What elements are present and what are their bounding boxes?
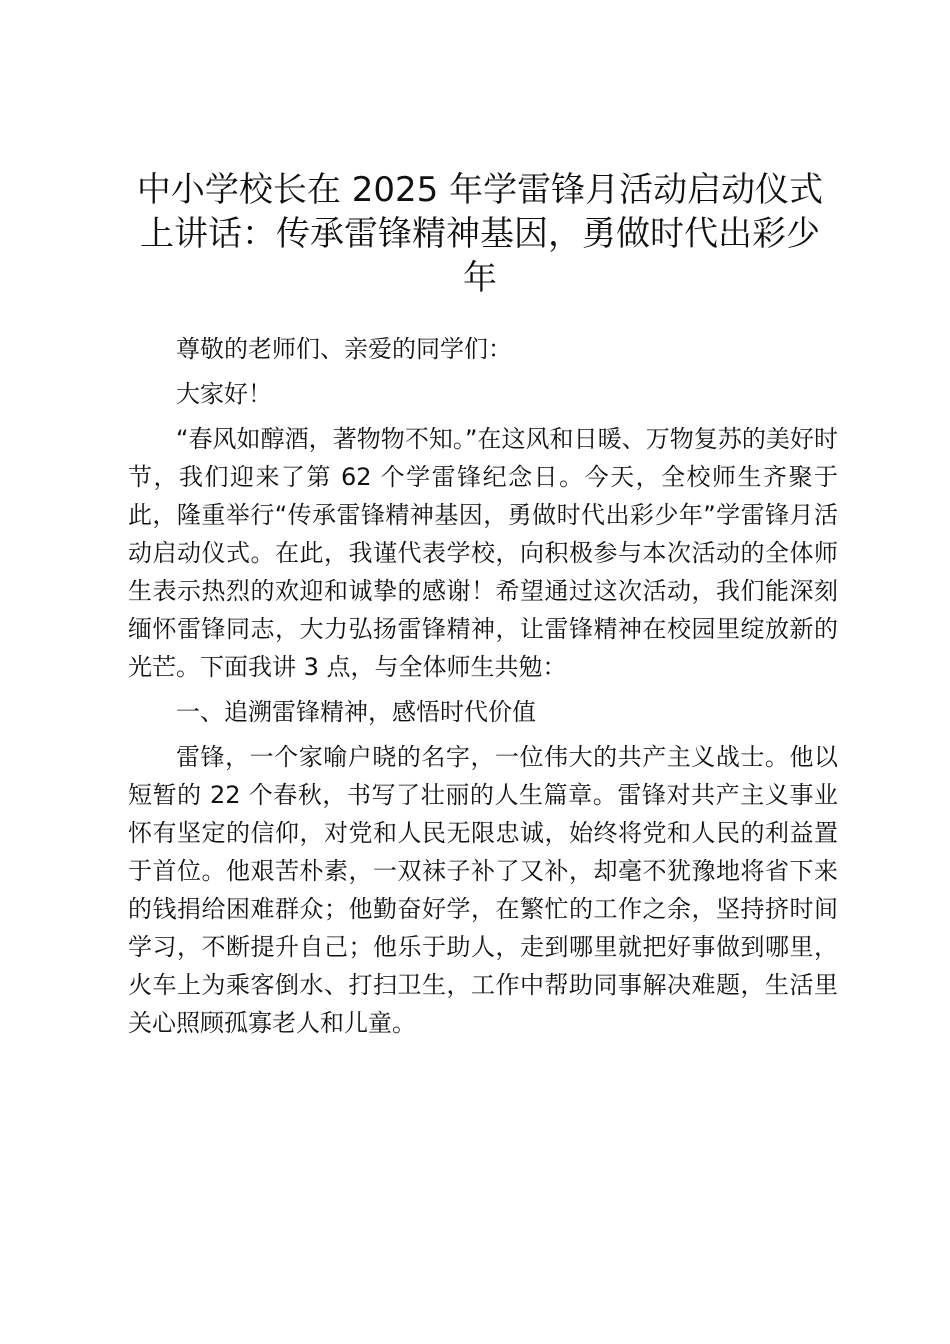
document-title bbox=[120, 168, 840, 300]
title-line-2: 上讲话：传承雷锋精神基因，勇做时代出彩少 bbox=[140, 214, 820, 254]
document-body bbox=[128, 330, 838, 1049]
title-line-1: 中小学校长在 2025 年学雷锋月活动启动仪式 bbox=[136, 170, 824, 210]
title-line-3: 年 bbox=[463, 258, 497, 298]
section-heading-1: 一、追溯雷锋精神，感悟时代价值 bbox=[176, 698, 536, 726]
paragraph-intro: “春风如醇酒，著物物不知。”在这风和日暖、万物复苏的美好时节，我们迎来了第 62 个学雷锋纪念日。今天，全校师生齐聚于此，隆重举行“传承雷锋精神基因，勇做时代出彩少年”学雷锋月活动启动仪式。在此，我谨代表学校，向积极参与本次活动的全体师生表示热烈的欢迎和诚挚的感谢！希望通过这次活动，我们能深刻缅怀雷锋同志，大力弘扬雷锋精神，让雷锋精神在校园里绽放新的光芒。下面我讲 3 点，与全体师生共勉： bbox=[128, 425, 838, 681]
salutation: 尊敬的老师们、亲爱的同学们： bbox=[176, 335, 512, 363]
paragraph-section-1: 雷锋，一个家喻户晓的名字，一位伟大的共产主义战士。他以短暂的 22 个春秋，书写了壮丽的人生篇章。雷锋对共产主义事业怀有坚定的信仰，对党和人民无限忠诚，始终将党和人民的利益置于首位。他艰苦朴素，一双袜子补了又补，却毫不犹豫地将省下来的钱捐给困难群众；他勤奋好学，在繁忙的工作之余，坚持挤时间学习，不断提升自己；他乐于助人，走到哪里就把好事做到哪里，火车上为乘客倒水、打扫卫生，工作中帮助同事解决难题，生活里关心照顾孤寡老人和儿童。 bbox=[128, 743, 838, 1037]
greeting: 大家好！ bbox=[176, 380, 272, 408]
